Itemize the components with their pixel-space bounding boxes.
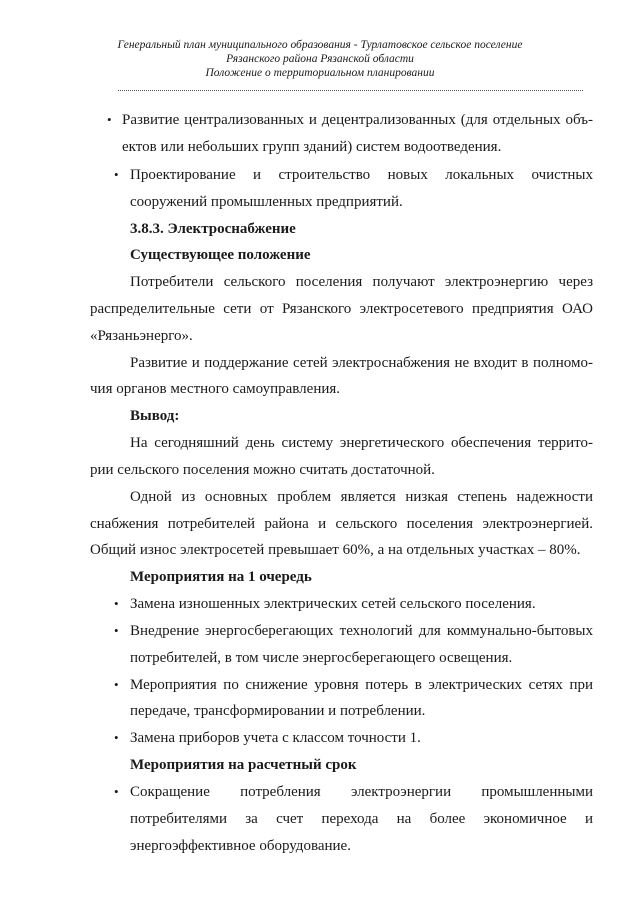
paragraph-line: снабжения потребителей района и сельского поселения электроэнергией. [90,516,593,532]
stage2-heading: Мероприятия на расчетный срок [130,757,357,773]
bullet-text: Сокращение потребления электроэнергии промышленными [130,784,593,800]
bullet-text: Мероприятия по снижение уровня потерь в электрических сетях при [130,677,593,693]
header-divider [118,90,583,91]
bullet-icon: • [114,623,119,638]
paragraph-line: Общий износ электросетей превышает 60%, а на отдельных участках – 80%. [90,542,581,558]
stage1-heading: Мероприятия на 1 очередь [130,569,312,585]
bullet-text: ектов или небольших групп зданий) систем водоотведения. [122,139,502,155]
paragraph-line: чия органов местного самоуправления. [90,381,341,397]
paragraph-line: «Рязаньэнерго». [90,328,193,344]
existing-heading: Существующее положение [130,247,311,263]
bullet-text: передаче, трансформировании и потреблении. [130,703,426,719]
paragraph-line: Потребители сельского поселения получают электроэнергию через [130,274,593,290]
paragraph-line: рии сельского поселения можно считать достаточной. [90,462,435,478]
header-line-1: Генеральный план муниципального образования - Турлатовское сельское поселение [117,39,523,51]
bullet-text: Замена приборов учета с классом точности 1. [130,730,421,746]
bullet-text: Проектирование и строительство новых локальных очистных [130,167,593,183]
bullet-icon: • [114,784,119,799]
paragraph-line: На сегодняшний день систему энергетического обеспечения террито- [130,435,593,451]
bullet-icon: • [114,677,119,692]
bullet-text: потребителями за счет перехода на более экономичное и [130,811,593,827]
header-line-2: Рязанского района Рязанской области [226,53,414,65]
paragraph-line: Одной из основных проблем является низкая степень надежности [130,489,593,505]
paragraph-line: распределительные сети от Рязанского электросетевого предприятия ОАО [90,301,593,317]
bullet-text: Замена изношенных электрических сетей сельского поселения. [130,596,536,612]
conclusion-heading: Вывод: [130,408,180,424]
header-line-3: Положение о территориальном планировании [205,67,435,79]
bullet-text: Внедрение энергосберегающих технологий для коммунально-бытовых [130,623,593,639]
bullet-icon: • [114,730,119,745]
paragraph-line: Развитие и поддержание сетей электроснабжения не входит в полномо- [130,355,593,371]
bullet-icon: • [114,596,119,611]
section-title: 3.8.3. Электроснабжение [130,221,296,237]
bullet-text: энергоэффективное оборудование. [130,838,351,854]
bullet-text: Развитие централизованных и децентрализованных (для отдельных объ- [122,112,593,128]
bullet-icon: • [107,112,112,127]
bullet-text: сооружений промышленных предприятий. [130,194,403,210]
bullet-icon: • [114,167,119,182]
bullet-text: потребителей, в том числе энергосберегающего освещения. [130,650,513,666]
